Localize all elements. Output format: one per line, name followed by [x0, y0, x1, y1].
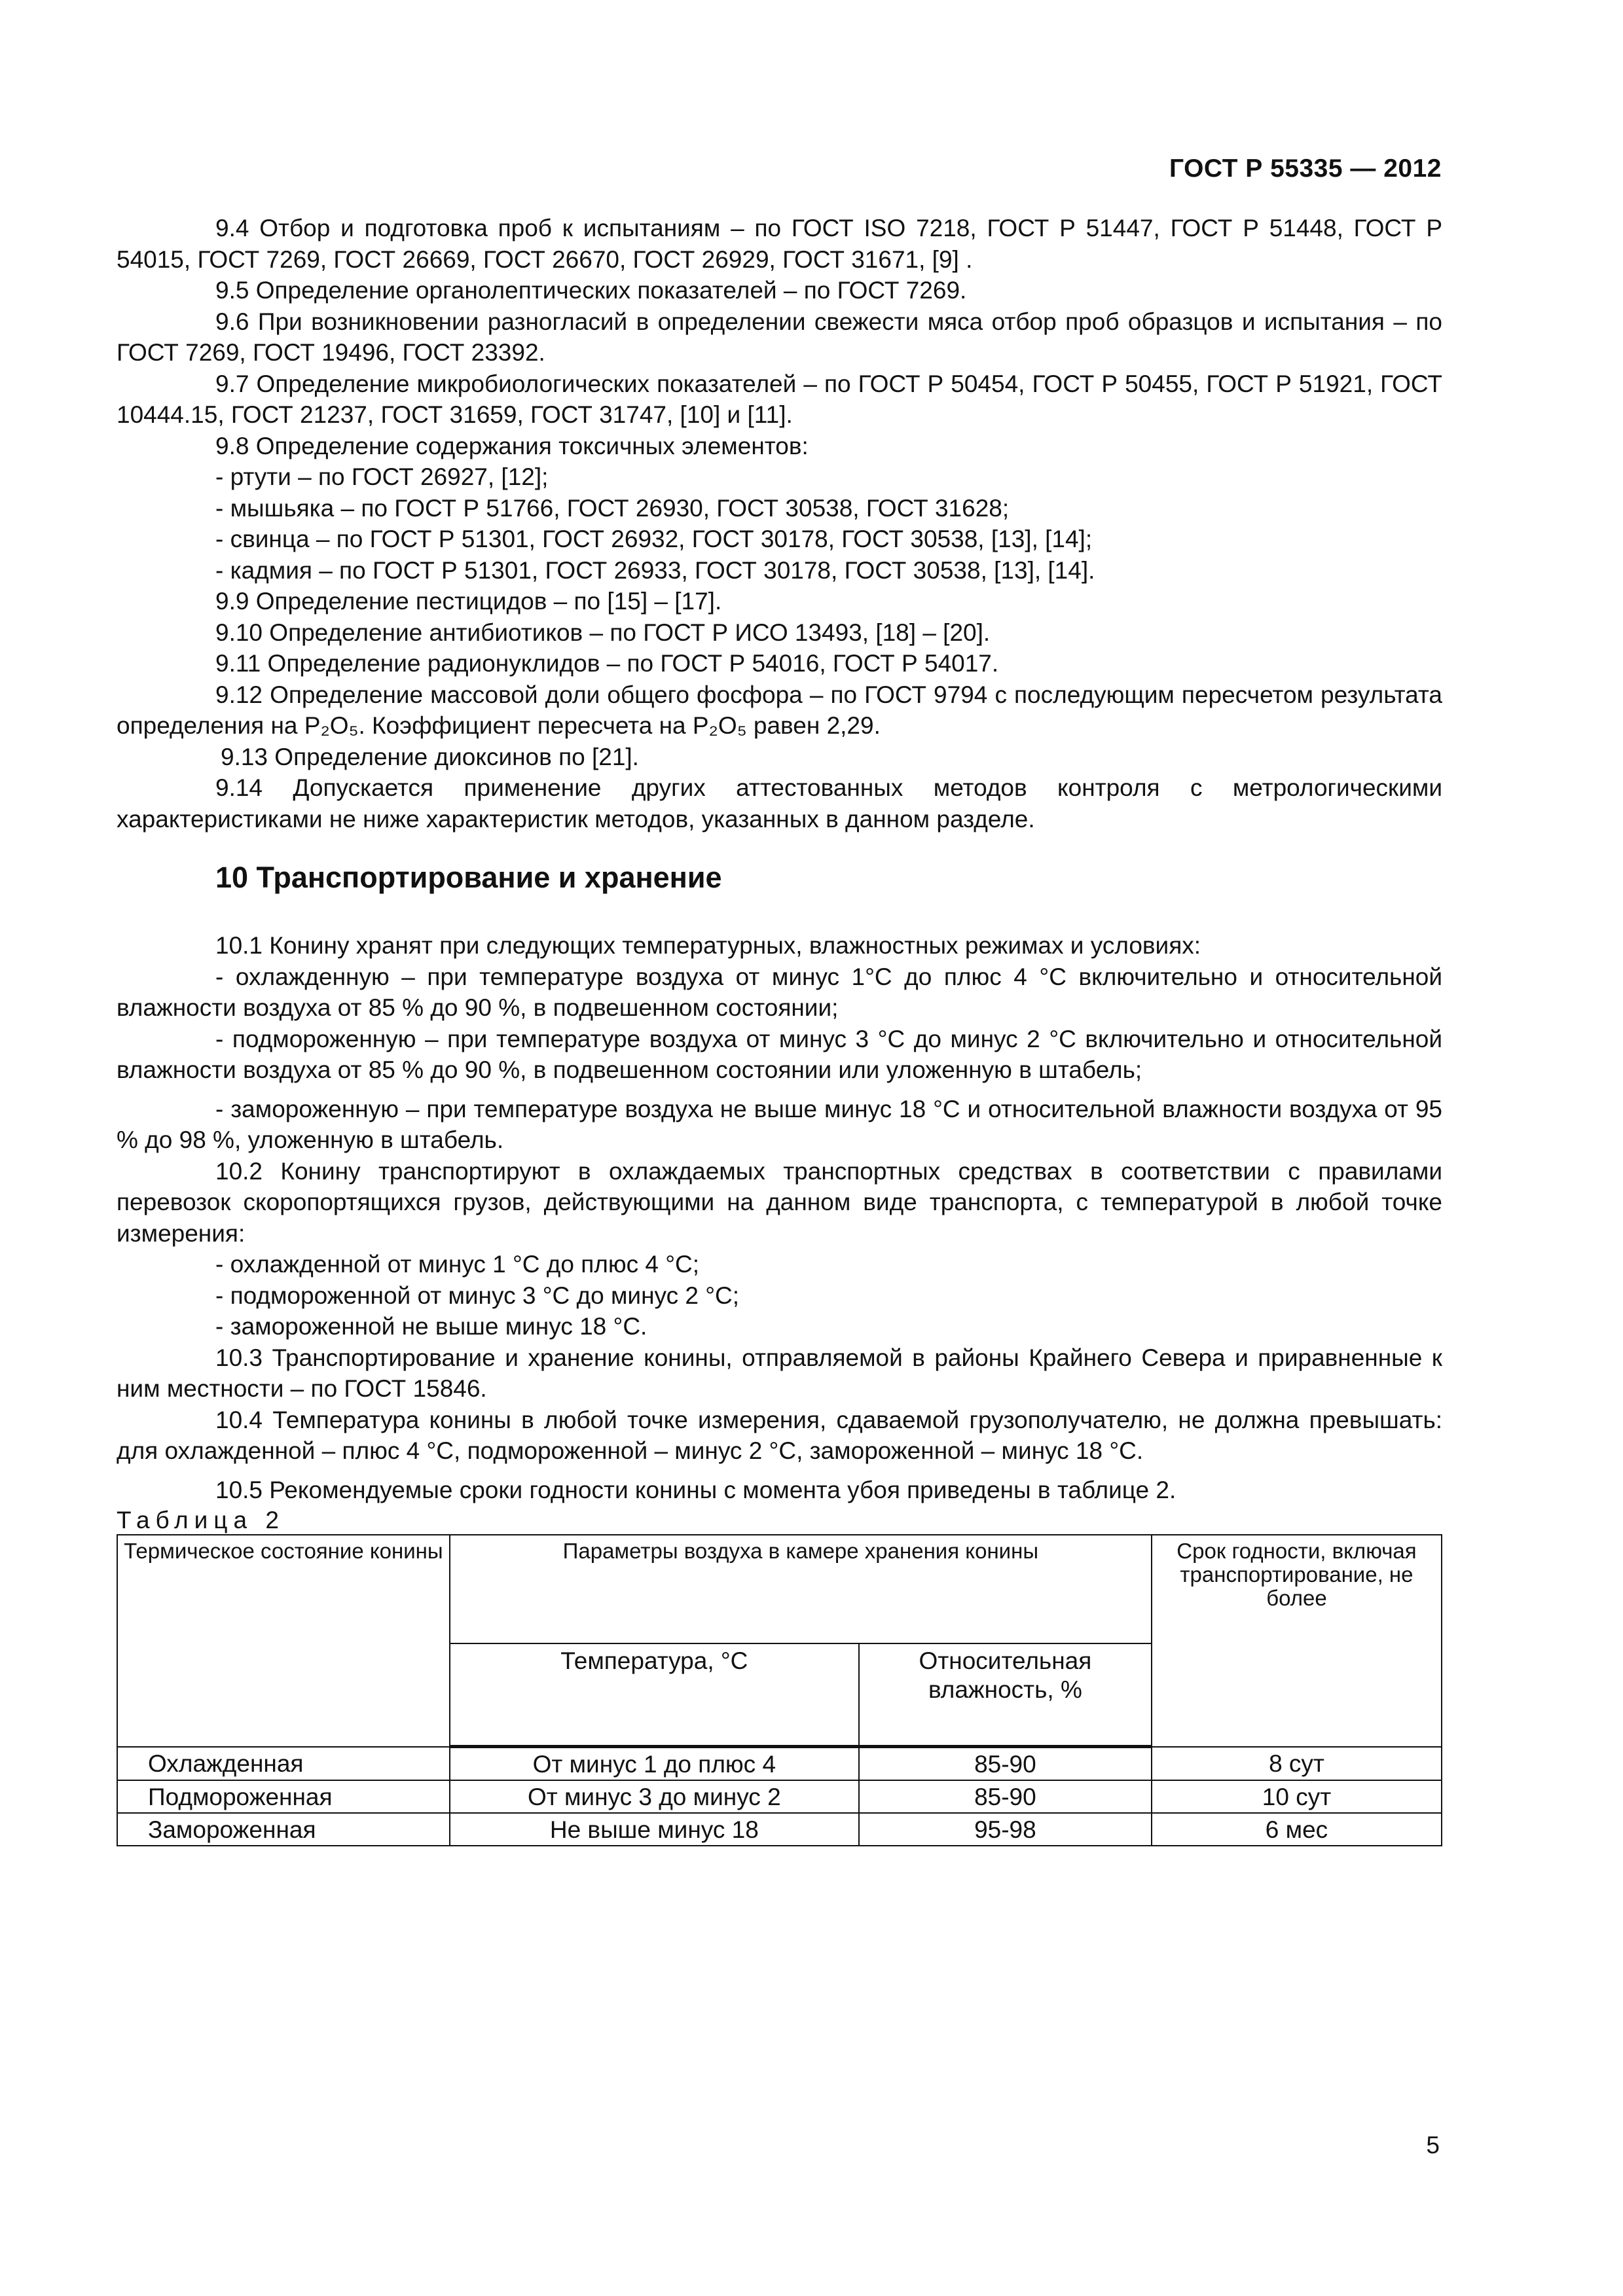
header-air-parameters: Параметры воздуха в камере хранения конины — [450, 1535, 1152, 1643]
header-humidity: Относительная влажность, % — [859, 1643, 1152, 1747]
paragraph-10-3: 10.3 Транспортирование и хранение конины, отправляемой в районы Крайнего Севера и приравненные к ним местности – по ГОСТ 15846. — [117, 1344, 1442, 1402]
document-code: ГОСТ Р 55335 — 2012 — [1169, 154, 1442, 183]
paragraph-9-11: 9.11 Определение радионуклидов – по ГОСТ Р 54016, ГОСТ Р 54017. — [215, 650, 999, 677]
cell-humidity: 95-98 — [859, 1813, 1152, 1846]
paragraph-9-8: 9.8 Определение содержания токсичных элементов: — [215, 432, 809, 459]
cell-temperature: От минус 1 до плюс 4 — [450, 1747, 859, 1781]
paragraph-9-4: 9.4 Отбор и подготовка проб к испытаниям – по ГОСТ ISO 7218, ГОСТ Р 51447, ГОСТ Р 51448, ГОСТ Р 54015, ГОСТ 7269, ГОСТ 26669, ГОСТ 26670, ГОСТ 26929, ГОСТ 31671, [9] . — [117, 215, 1442, 273]
paragraph-9-7: 9.7 Определение микробиологических показателей – по ГОСТ Р 50454, ГОСТ Р 50455, ГОСТ Р 51921, ГОСТ 10444.15, ГОСТ 21237, ГОСТ 31659, ГОСТ 31747, [10] и [11]. — [117, 370, 1442, 428]
list-item-cadmium: - кадмия – по ГОСТ Р 51301, ГОСТ 26933, ГОСТ 30178, ГОСТ 30538, [13], [14]. — [215, 556, 1095, 584]
list-item-supercooled-storage: - подмороженную – при температуре воздуха от минус 3 °С до минус 2 °С включительно и относительной влажности воздуха от 85 % до 90 %, в подвешенном состоянии или уложенную в штабель; — [117, 1025, 1442, 1083]
paragraph-9-10: 9.10 Определение антибиотиков – по ГОСТ Р ИСО 13493, [18] – [20]. — [215, 619, 991, 646]
list-item-chilled-storage: - охлажденную – при температуре воздуха от минус 1°С до плюс 4 °С включительно и относительной влажности воздуха от 85 % до 90 %, в подвешенном состоянии; — [117, 963, 1442, 1021]
cell-state: Замороженная — [117, 1813, 450, 1846]
paragraph-9-6: 9.6 При возникновении разногласий в определении свежести мяса отбор проб образцов и испытания – по ГОСТ 7269, ГОСТ 19496, ГОСТ 23392. — [117, 308, 1442, 366]
page-number: 5 — [1426, 2132, 1440, 2159]
paragraph-10-2: 10.2 Конину транспортируют в охлаждаемых транспортных средствах в соответствии с правилами перевозок скоропортящихся грузов, действующими на данном виде транспорта, с температурой в любой точке измерения: — [117, 1157, 1442, 1247]
list-item-arsenic: - мышьяка – по ГОСТ Р 51766, ГОСТ 26930, ГОСТ 30538, ГОСТ 31628; — [215, 494, 1010, 522]
list-item-mercury: - ртути – по ГОСТ 26927, [12]; — [215, 463, 549, 490]
shelf-life-table — [117, 1534, 1442, 1846]
cell-shelf-life: 6 мес — [1152, 1813, 1442, 1846]
list-item-frozen-storage: - замороженную – при температуре воздуха не выше минус 18 °С и относительной влажности воздуха от 95 % до 98 %, уложенную в штабель. — [117, 1095, 1442, 1153]
paragraph-10-1: 10.1 Конину хранят при следующих температурных, влажностных режимах и условиях: — [215, 932, 1201, 959]
paragraph-10-5: 10.5 Рекомендуемые сроки годности конины с момента убоя приведены в таблице 2. — [215, 1476, 1176, 1503]
cell-shelf-life: 8 сут — [1152, 1747, 1442, 1781]
table-row — [117, 1747, 1442, 1781]
cell-state: Охлажденная — [117, 1747, 450, 1781]
table-row — [117, 1813, 1442, 1846]
header-temperature: Температура, °С — [450, 1643, 859, 1747]
cell-state: Подмороженная — [117, 1780, 450, 1813]
cell-temperature: Не выше минус 18 — [450, 1813, 859, 1846]
cell-humidity: 85-90 — [859, 1780, 1152, 1813]
paragraph-9-13: 9.13 Определение диоксинов по [21]. — [221, 743, 639, 770]
paragraph-9-5: 9.5 Определение органолептических показателей – по ГОСТ 7269. — [215, 277, 967, 304]
paragraph-10-4: 10.4 Температура конины в любой точке измерения, сдаваемой грузополучателю, не должна превышать: для охлажденной – плюс 4 °С, подмороженной – минус 2 °С, замороженной – минус 18 °С. — [117, 1406, 1442, 1464]
list-item-supercooled-transport: - подмороженной от минус 3 °С до минус 2 °С; — [215, 1282, 740, 1309]
list-item-frozen-transport: - замороженной не выше минус 18 °С. — [215, 1313, 647, 1340]
header-thermal-state: Термическое состояние конины — [117, 1535, 450, 1747]
list-item-lead: - свинца – по ГОСТ Р 51301, ГОСТ 26932, ГОСТ 30178, ГОСТ 30538, [13], [14]; — [215, 526, 1093, 552]
page-content — [117, 213, 1442, 1846]
cell-temperature: От минус 3 до минус 2 — [450, 1780, 859, 1813]
table-row — [117, 1780, 1442, 1813]
table-caption: Таблица 2 — [117, 1507, 285, 1534]
header-shelf-life: Срок годности, включая транспортирование, не более — [1152, 1535, 1442, 1747]
paragraph-9-14: 9.14 Допускается применение других аттестованных методов контроля с метрологическими характеристиками не ниже характеристик методов, указанных в данном разделе. — [117, 774, 1442, 833]
paragraph-9-12: 9.12 Определение массовой доли общего фосфора – по ГОСТ 9794 с последующим пересчетом результата определения на P₂O₅. Коэффициент пересчета на P₂O₅ равен 2,29. — [117, 681, 1442, 739]
section-title-10: 10 Транспортирование и хранение — [215, 861, 722, 894]
cell-humidity: 85-90 — [859, 1747, 1152, 1781]
list-item-chilled-transport: - охлажденной от минус 1 °С до плюс 4 °С; — [215, 1251, 700, 1278]
paragraph-9-9: 9.9 Определение пестицидов – по [15] – [17]. — [215, 588, 722, 615]
cell-shelf-life: 10 сут — [1152, 1780, 1442, 1813]
